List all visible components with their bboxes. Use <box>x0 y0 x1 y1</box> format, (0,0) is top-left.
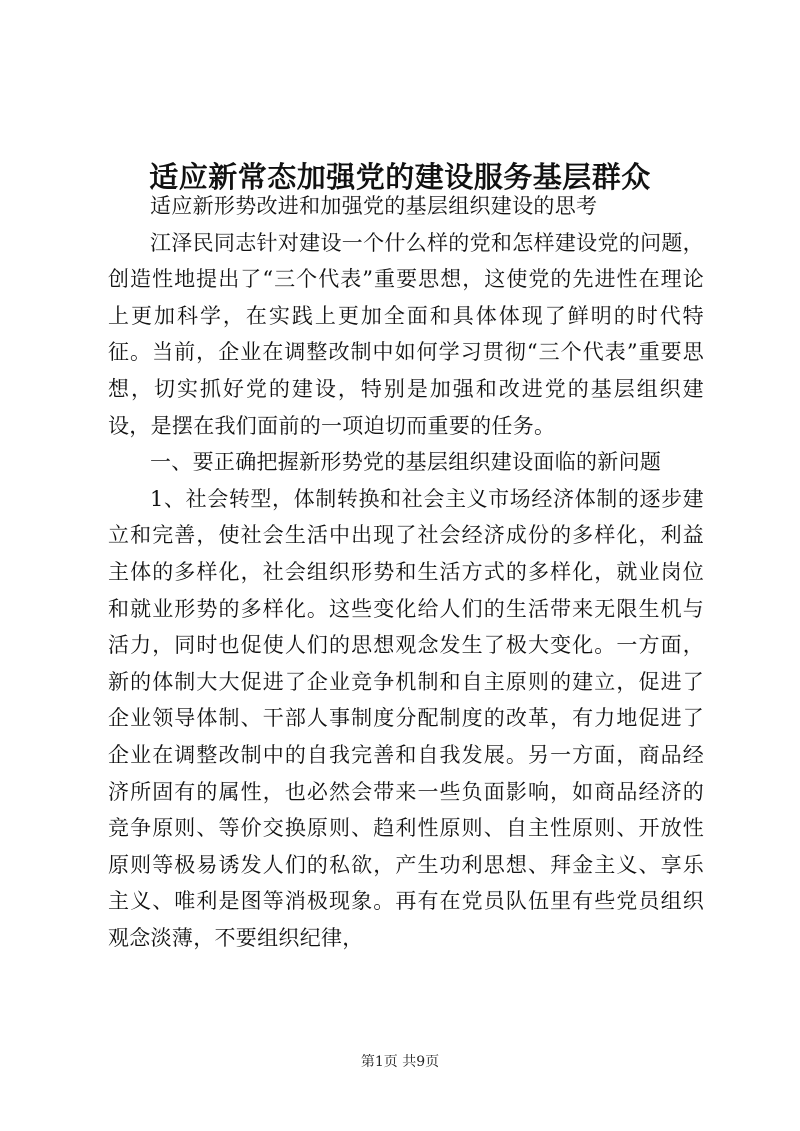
document-body <box>108 188 704 956</box>
body-paragraph: 1、社会转型，体制转换和社会主义市场经济体制的逐步建立和完善，使社会生活中出现了社会经济成份的多样化，利益主体的多样化，社会组织形势和生活方式的多样化，就业岗位和就业形势的多样化。这些变化给人们的生活带来无限生机与活力，同时也促使人们的思想观念发生了极大变化。一方面，新的体制大大促进了企业竞争机制和自主原则的建立，促进了企业领导体制、干部人事制度分配制度的改革，有力地促进了企业在调整改制中的自我完善和自我发展。另一方面，商品经济所固有的属性，也必然会带来一些负面影响，如商品经济的竞争原则、等价交换原则、趋利性原则、自主性原则、开放性原则等极易诱发人们的私欲，产生功利思想、拜金主义、享乐主义、唯利是图等消极现象。再有在党员队伍里有些党员组织观念淡薄，不要组织纪律， <box>108 486 704 950</box>
intro-paragraph: 江泽民同志针对建设一个什么样的党和怎样建设党的问题，创造性地提出了“三个代表”重要思想，这使党的先进性在理论上更加科学，在实践上更加全面和具体体现了鲜明的时代特征。当前，企业在调整改制中如何学习贯彻“三个代表”重要思想，切实抓好党的建设，特别是加强和改进党的基层组织建设，是摆在我们面前的一项迫切而重要的任务。 <box>108 230 704 438</box>
subtitle-paragraph: 适应新形势改进和加强党的基层组织建设的思考 <box>150 194 598 218</box>
page-number-footer: 第1页 共9页 <box>360 1054 440 1070</box>
section-heading: 一、要正确把握新形势党的基层组织建设面临的新问题 <box>150 450 662 475</box>
document-title: 适应新常态加强党的建设服务基层群众 <box>149 160 651 195</box>
